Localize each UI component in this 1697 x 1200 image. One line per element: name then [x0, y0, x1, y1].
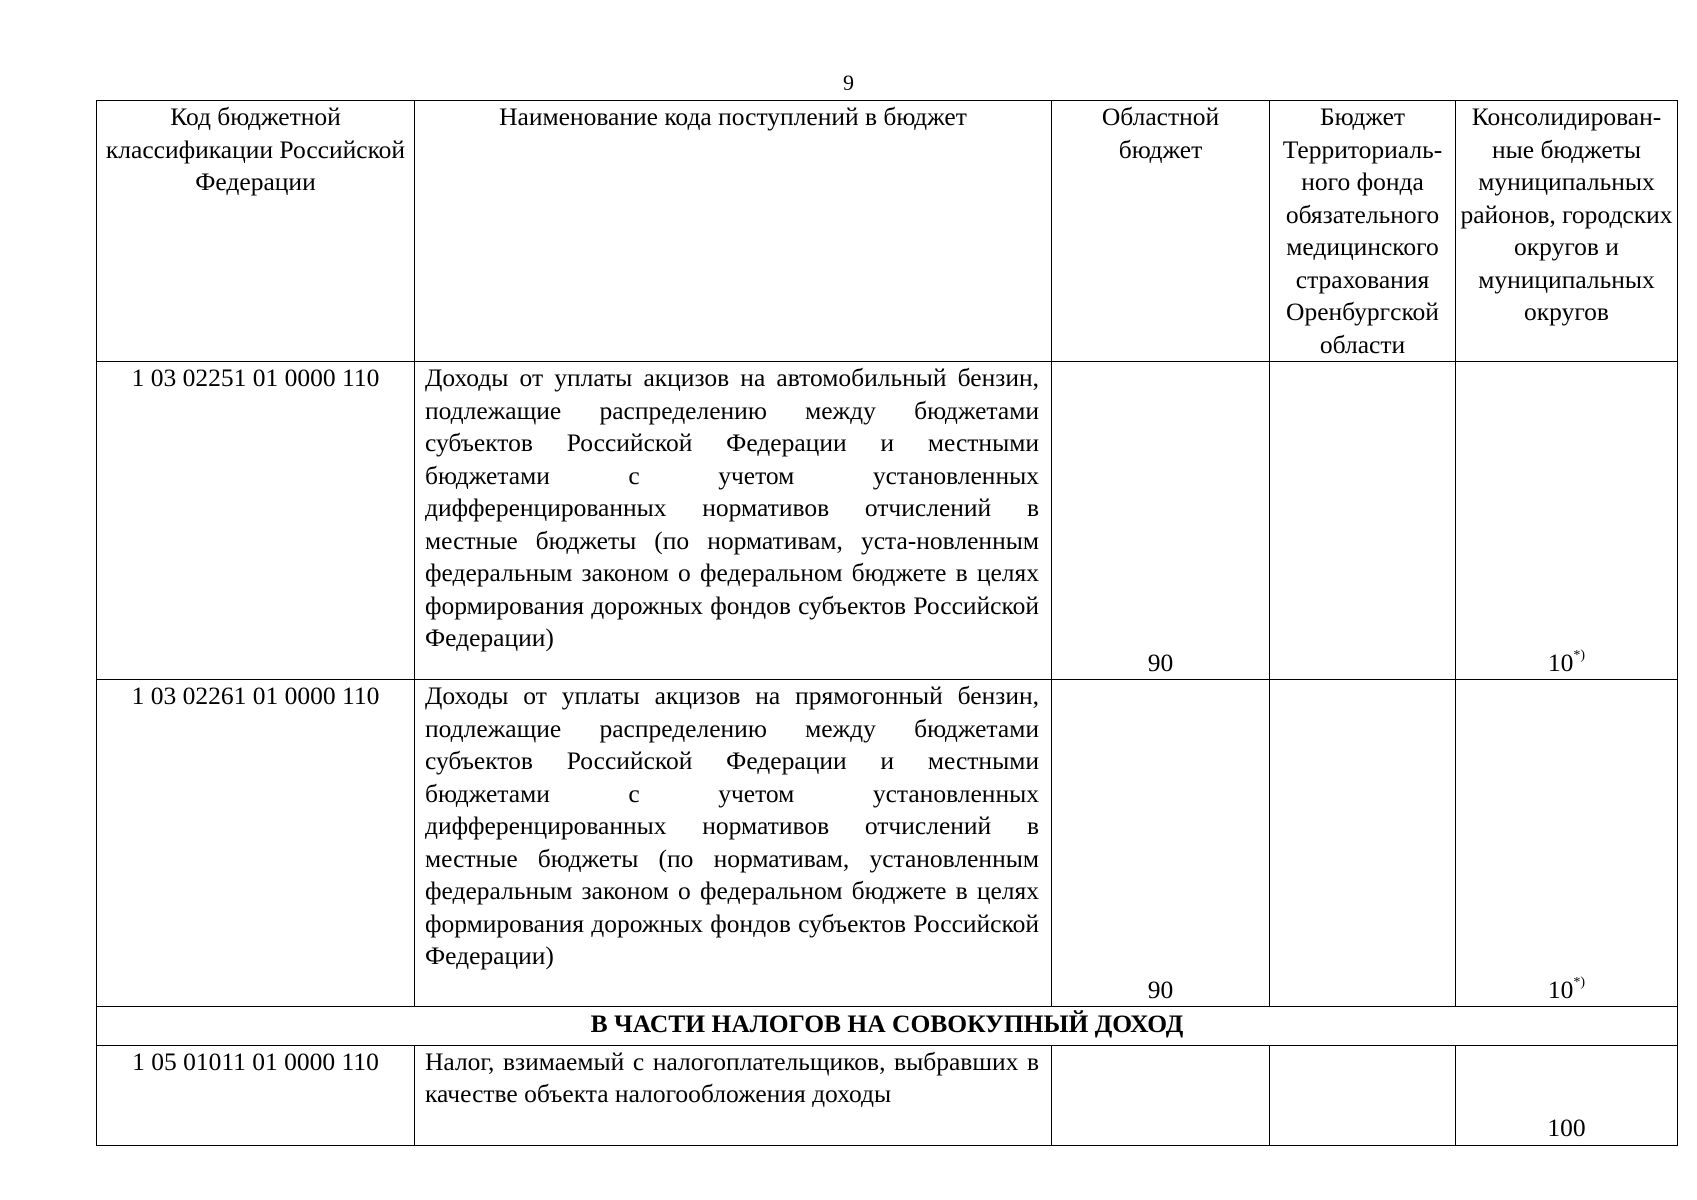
row-regional-value [1052, 1045, 1270, 1145]
row-municipal-value: 10 [1547, 647, 1574, 677]
row-code: 1 05 01011 01 0000 110 [97, 1045, 415, 1145]
row-name: Налог, взимаемый с налогоплательщиков, выбравших в качестве объекта налогообложения доходы [415, 1045, 1052, 1145]
row-name: Доходы от уплаты акцизов на автомобильный бензин, подлежащие распределению между бюджетами субъектов Российской Федерации и местными бюджетами с учетом установленных дифференцированных нормативов отчислений в местные бюджеты (по нормативам, уста-новленным федеральным законом о федеральном бюджете в целях формирования дорожных фондов субъектов Российской Федерации) [415, 362, 1052, 680]
row-municipal-value: 10 [1547, 974, 1574, 1004]
header-tfoms-budget: Бюджет Территориаль-ного фонда обязательного медицинского страхования Оренбургской области [1270, 101, 1456, 362]
row-regional-value: 90 [1052, 680, 1270, 1007]
row-municipal-cell [1456, 362, 1678, 680]
section-title: В ЧАСТИ НАЛОГОВ НА СОВОКУПНЫЙ ДОХОД [97, 1007, 1678, 1046]
section-header-row [97, 1007, 1678, 1046]
header-code: Код бюджетной классификации Российской Федерации [97, 101, 415, 362]
table-row [97, 1045, 1678, 1145]
table-row [97, 362, 1678, 680]
row-tfoms-value [1270, 1045, 1456, 1145]
footnote-marker: *) [1573, 647, 1586, 663]
row-municipal-value: 100 [1456, 1045, 1678, 1145]
row-regional-value: 90 [1052, 362, 1270, 680]
budget-revenue-table [96, 100, 1678, 1146]
header-name: Наименование кода поступлений в бюджет [415, 101, 1052, 362]
page-number: 9 [843, 70, 854, 95]
table-row [97, 680, 1678, 1007]
header-regional-budget: Областной бюджет [1052, 101, 1270, 362]
row-name: Доходы от уплаты акцизов на прямогонный бензин, подлежащие распределению между бюджетами субъектов Российской Федерации и местными бюджетами с учетом установленных дифференцированных нормативов отчислений в местные бюджеты (по нормативам, установленным федеральным законом о федеральном бюджете в целях формирования дорожных фондов субъектов Российской Федерации) [415, 680, 1052, 1007]
row-municipal-cell [1456, 680, 1678, 1007]
header-municipal-budgets: Консолидирован-ные бюджеты муниципальных районов, городских округов и муниципальных округов [1456, 101, 1678, 362]
row-code: 1 03 02261 01 0000 110 [97, 680, 415, 1007]
footnote-marker: *) [1573, 974, 1586, 990]
table-header-row [97, 101, 1678, 362]
row-code: 1 03 02251 01 0000 110 [97, 362, 415, 680]
row-tfoms-value [1270, 680, 1456, 1007]
row-tfoms-value [1270, 362, 1456, 680]
